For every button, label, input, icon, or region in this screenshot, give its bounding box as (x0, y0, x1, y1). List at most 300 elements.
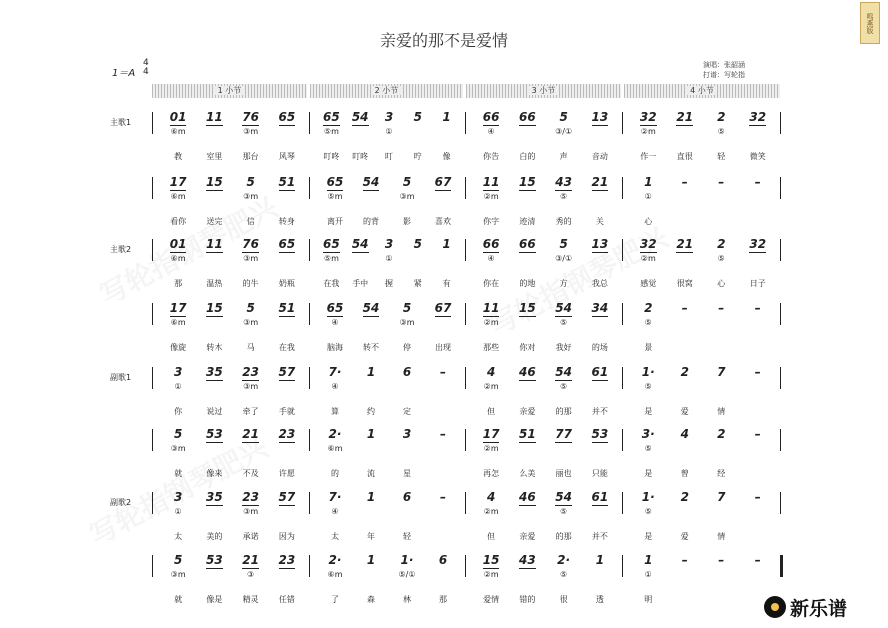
lyric: 关 (595, 217, 604, 226)
lyric: 美的 (206, 532, 223, 541)
lyric: 定 (403, 407, 411, 416)
note-group: 66 (519, 110, 536, 124)
lyric: 叮咚 (352, 152, 369, 161)
note-group: – (754, 301, 761, 315)
note-group: 01 (169, 110, 187, 124)
note-group: 15 (519, 301, 536, 315)
lyric: 那台 (242, 152, 259, 161)
beat (431, 490, 455, 504)
lyric: 你对 (519, 343, 536, 352)
beat (275, 301, 299, 315)
beat (515, 301, 539, 315)
beat (709, 365, 733, 379)
barline (152, 303, 153, 325)
note-group: 5 (173, 553, 183, 567)
note-group: – (440, 490, 446, 504)
chord-marker: ②m (483, 444, 499, 453)
chord-marker: ③ (247, 570, 255, 579)
chord-marker: ⑤ (560, 382, 568, 391)
chord-marker: ④ (331, 318, 339, 327)
lyric: 像来 (206, 469, 223, 478)
note-group: 15 (206, 301, 223, 315)
credits (703, 60, 745, 80)
barline (152, 555, 153, 577)
note-group: 11 (206, 237, 223, 251)
lyric: 说过 (206, 407, 223, 416)
beat (588, 237, 612, 251)
lyric: 星 (403, 469, 411, 478)
lyric: 么美 (519, 469, 536, 478)
beat (431, 427, 455, 441)
lyric: 手就 (278, 407, 295, 416)
beat (435, 237, 459, 251)
beat (552, 427, 576, 441)
beat (636, 175, 660, 189)
beat (348, 110, 372, 124)
beat (746, 427, 770, 441)
chord-marker: ① (174, 507, 182, 516)
lyric: 牵了 (242, 407, 259, 416)
note-group: 65 (278, 237, 296, 251)
beat (673, 110, 697, 124)
beat (552, 553, 576, 567)
beat (746, 237, 770, 251)
note-group: 4 (486, 490, 496, 504)
note-group: 32 (639, 110, 657, 124)
beat (552, 175, 576, 189)
lyric: 年 (367, 532, 375, 541)
beat (239, 490, 263, 504)
lyric: 我总 (591, 279, 608, 288)
lyric: 爱情 (483, 595, 500, 604)
beat (673, 427, 697, 441)
beat (395, 301, 419, 315)
lyric: 的地 (519, 279, 536, 288)
beat (395, 365, 419, 379)
beat (348, 237, 372, 251)
barline (465, 112, 466, 134)
lyric: 约 (367, 407, 375, 416)
chord-marker: ⑤ (644, 444, 652, 453)
singer-credit: 演唱：张韶涵 (703, 61, 745, 69)
beat (395, 553, 419, 567)
note-group: 65 (278, 110, 296, 124)
barline (780, 239, 781, 261)
chord-marker: ②m (483, 318, 499, 327)
beat (636, 490, 660, 504)
beat (479, 490, 503, 504)
chord-marker: ① (644, 570, 652, 579)
beat (709, 427, 733, 441)
beat (202, 553, 226, 567)
note-group: 5 (559, 110, 568, 124)
chord-marker: ③/① (555, 254, 573, 263)
note-group: 1 (442, 237, 451, 251)
chord-marker: ②m (483, 570, 499, 579)
lyric: 转身 (278, 217, 295, 226)
chord-marker: ① (174, 382, 182, 391)
beat (319, 237, 343, 251)
barline (152, 177, 153, 199)
note-group: 53 (206, 553, 223, 567)
barline (152, 239, 153, 261)
barline (465, 555, 466, 577)
measure-header-3: 3 小节 (466, 84, 621, 98)
barline (780, 177, 781, 199)
note-group: 65 (323, 110, 340, 124)
note-group: 43 (519, 553, 536, 567)
lyric: 算 (331, 407, 339, 416)
note-group: 21 (242, 553, 259, 567)
chord-marker: ① (385, 127, 393, 136)
beat (636, 237, 660, 251)
lyric: 只能 (591, 469, 608, 478)
note-group: 51 (278, 175, 296, 189)
beat (202, 301, 226, 315)
note-group: 67 (434, 301, 452, 315)
note-group: 11 (206, 110, 223, 124)
beat (673, 175, 697, 189)
beat (166, 175, 190, 189)
beat (323, 365, 347, 379)
beat (239, 553, 263, 567)
section-label: 副歌1 (110, 373, 132, 382)
note-group: 1 (595, 553, 605, 567)
beat (588, 427, 612, 441)
lyric: 的那 (555, 407, 572, 416)
beat (588, 175, 612, 189)
chord-marker: ③/① (555, 127, 573, 136)
barline (152, 429, 153, 451)
lyric: 丽也 (555, 469, 572, 478)
chord-marker: ⑤ (560, 570, 568, 579)
barline (309, 555, 310, 577)
note-group: 4 (486, 365, 496, 379)
beat (202, 365, 226, 379)
lyric: 作一 (640, 152, 657, 161)
barline (622, 303, 623, 325)
beat (275, 110, 299, 124)
beat (239, 427, 263, 441)
lyric: 脑海 (327, 343, 343, 352)
beat (746, 110, 770, 124)
beat (588, 365, 612, 379)
section-label: 主歌1 (110, 118, 132, 127)
lyric: 影 (403, 217, 411, 226)
beat (431, 301, 455, 315)
beat (166, 110, 190, 124)
note-group: 65 (326, 301, 344, 315)
chord-marker: ③m (243, 382, 259, 391)
note-group: 34 (591, 301, 609, 315)
barline (465, 367, 466, 389)
beat (359, 490, 383, 504)
note-group: 2 (717, 110, 726, 124)
chord-marker: ②m (483, 507, 499, 516)
note-group: 1 (366, 427, 376, 441)
barline (622, 112, 623, 134)
note-group: 17 (169, 175, 187, 189)
beat (323, 553, 347, 567)
note-group: 3 (173, 365, 183, 379)
note-group: – (440, 427, 446, 441)
barline (465, 177, 466, 199)
lyric: 亲爱 (519, 407, 536, 416)
edition-tag: 鸣燕版 (860, 2, 880, 44)
note-group: 67 (434, 175, 452, 189)
barline (309, 303, 310, 325)
lyric: 情 (717, 532, 726, 541)
note-group: 5 (246, 175, 255, 189)
beat (746, 553, 770, 567)
lyric: 就 (174, 469, 183, 478)
beat (166, 365, 190, 379)
note-group: 6 (438, 553, 448, 567)
beat (479, 365, 503, 379)
time-signature (143, 59, 149, 77)
note-group: 01 (169, 237, 187, 251)
beat (636, 553, 660, 567)
barline (309, 239, 310, 261)
lyric: 那 (174, 279, 183, 288)
chord-marker: ⑤ (644, 382, 652, 391)
lyric: 爱 (680, 532, 689, 541)
beat (239, 175, 263, 189)
note-group: 3 (173, 490, 183, 504)
chord-marker: ③m (170, 444, 186, 453)
note-group: 1 (442, 110, 451, 124)
chord-marker: ③m (399, 318, 415, 327)
barline (622, 492, 623, 514)
note-group: 32 (639, 237, 657, 251)
measure-header-4: 4 小节 (624, 84, 780, 98)
beat (552, 490, 576, 504)
beat (636, 365, 660, 379)
note-group: 7· (328, 365, 342, 379)
lyric: 我好 (555, 343, 572, 352)
lyric: 不及 (242, 469, 259, 478)
beat (359, 175, 383, 189)
lyric: 叮 (385, 152, 393, 161)
beat (275, 553, 299, 567)
chord-marker: ⑤m (327, 192, 343, 201)
lyric: 像是 (206, 595, 223, 604)
beat (673, 553, 697, 567)
beat (552, 237, 576, 251)
barline (152, 492, 153, 514)
beat (515, 490, 539, 504)
chord-marker: ① (644, 192, 652, 201)
note-group: 21 (676, 237, 694, 251)
lyric: 森 (367, 595, 375, 604)
chord-marker: ②m (483, 382, 499, 391)
lyric: 是 (644, 407, 653, 416)
beat (746, 175, 770, 189)
beat (479, 110, 503, 124)
lyric: 你在 (483, 279, 500, 288)
beat (395, 427, 419, 441)
chord-marker: ④ (487, 127, 495, 136)
beat (239, 237, 263, 251)
chord-marker: ⑤ (644, 507, 652, 516)
lyric: 许愿 (278, 469, 295, 478)
note-group: 2 (680, 365, 689, 379)
lyric: 就 (174, 595, 183, 604)
barline (465, 239, 466, 261)
note-group: 77 (555, 427, 572, 441)
lyric: 景 (644, 343, 653, 352)
lyric: 了 (331, 595, 339, 604)
lyric: 心 (644, 217, 653, 226)
lyric: 但 (487, 532, 496, 541)
lyric: 叮咚 (323, 152, 340, 161)
note-group: 11 (482, 175, 500, 189)
note-group: 11 (482, 301, 500, 315)
lyric: 白的 (519, 152, 536, 161)
chord-marker: ⑤/① (398, 570, 416, 579)
lyric: 承诺 (242, 532, 259, 541)
logo-text: 新乐谱 (790, 598, 848, 620)
lyric: 轻 (403, 532, 411, 541)
beat (239, 301, 263, 315)
note-group: 5 (402, 175, 412, 189)
beat (377, 110, 401, 124)
lyric: 很窝 (676, 279, 693, 288)
note-group: 53 (206, 427, 223, 441)
beat (166, 301, 190, 315)
beat (239, 110, 263, 124)
beat (395, 175, 419, 189)
lyric: 并不 (591, 407, 608, 416)
lyric: 的背 (363, 217, 379, 226)
note-group: – (681, 301, 688, 315)
note-group: 1 (366, 365, 376, 379)
lyric: 的牛 (242, 279, 259, 288)
beat (166, 553, 190, 567)
song-title: 亲爱的那不是爱情 (379, 31, 508, 50)
chord-marker: ⑤ (560, 318, 568, 327)
chord-marker: ③m (243, 192, 259, 201)
beat (709, 553, 733, 567)
lyric: 感觉 (640, 279, 657, 288)
beat (275, 490, 299, 504)
beat (709, 490, 733, 504)
note-group: 51 (278, 301, 296, 315)
lyric: 手中 (352, 279, 369, 288)
beat (479, 175, 503, 189)
note-group: 53 (591, 427, 609, 441)
lyric: 再怎 (483, 469, 500, 478)
chord-marker: ②m (640, 254, 656, 263)
lyric: 你告 (483, 152, 500, 161)
beat (395, 490, 419, 504)
lyric: 咛 (413, 152, 422, 161)
beat (239, 365, 263, 379)
lyric: 握 (385, 279, 393, 288)
chord-marker: ⑥m (170, 254, 186, 263)
note-group: 76 (242, 110, 259, 124)
barline (309, 429, 310, 451)
chord-marker: ⑥m (170, 192, 186, 201)
beat (588, 301, 612, 315)
note-group: – (681, 175, 688, 189)
beat (431, 553, 455, 567)
lyric: 迹清 (519, 217, 536, 226)
beat (673, 490, 697, 504)
note-group: 3 (402, 427, 412, 441)
lyric: 室里 (206, 152, 223, 161)
section-label: 主歌2 (110, 245, 132, 254)
barline (780, 112, 781, 134)
note-group: 5 (413, 110, 422, 124)
lyric: 并不 (591, 532, 608, 541)
lyric: 喜欢 (435, 217, 451, 226)
note-group: 21 (591, 175, 609, 189)
beat (406, 237, 430, 251)
beat (552, 365, 576, 379)
chord-marker: ③m (170, 570, 186, 579)
beat (746, 301, 770, 315)
note-group: 17 (482, 427, 500, 441)
note-group: 1 (366, 553, 376, 567)
lyric: 你 (174, 407, 183, 416)
chord-marker: ⑤m (323, 127, 339, 136)
beat (709, 175, 733, 189)
barline (152, 367, 153, 389)
measure-header-2: 2 小节 (310, 84, 463, 98)
note-group: 4 (680, 427, 689, 441)
lyric: 太 (174, 532, 183, 541)
beat (588, 110, 612, 124)
note-group: – (754, 175, 761, 189)
chord-marker: ④ (331, 507, 339, 516)
note-group: 13 (591, 237, 609, 251)
barline (780, 492, 781, 514)
beat (479, 553, 503, 567)
chord-marker: ⑤ (717, 127, 725, 136)
beat (202, 110, 226, 124)
beat (709, 237, 733, 251)
note-group: – (440, 365, 446, 379)
beat (166, 237, 190, 251)
lyric: 像 (442, 152, 451, 161)
note-group: 54 (555, 301, 572, 315)
beat (515, 427, 539, 441)
chord-marker: ① (385, 254, 393, 263)
lyric: 是 (644, 532, 653, 541)
lyric: 出现 (435, 343, 451, 352)
note-group: 65 (326, 175, 344, 189)
note-group: 2 (644, 301, 653, 315)
barline (465, 429, 466, 451)
note-group: – (754, 427, 761, 441)
beat (323, 490, 347, 504)
beat (359, 553, 383, 567)
key-signature: 1＝A (112, 68, 136, 79)
note-group: 3· (641, 427, 655, 441)
lyric: 的场 (591, 343, 608, 352)
note-group: 61 (591, 490, 609, 504)
logo-disc-icon (764, 596, 786, 618)
lyric: 很 (559, 595, 568, 604)
beat (431, 175, 455, 189)
lyric: 心 (717, 279, 726, 288)
beat (435, 110, 459, 124)
note-group: 35 (206, 490, 223, 504)
chord-marker: ②m (640, 127, 656, 136)
note-group: 15 (482, 553, 500, 567)
note-group: 54 (555, 490, 572, 504)
